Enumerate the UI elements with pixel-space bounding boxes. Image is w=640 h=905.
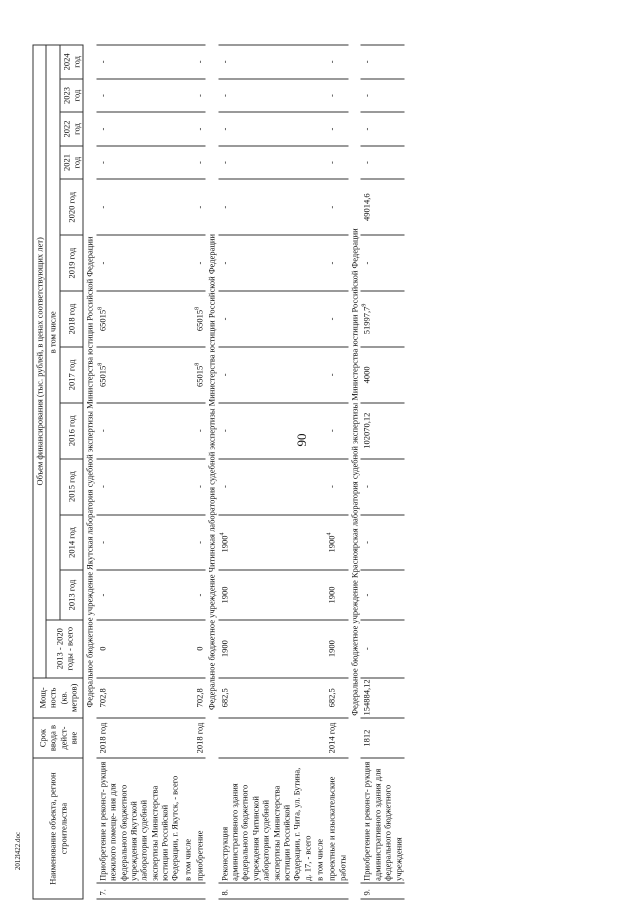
capacity <box>313 678 325 718</box>
year-value <box>313 459 325 515</box>
commission-term <box>218 718 313 758</box>
year-value <box>181 459 193 515</box>
year-value: - <box>218 146 313 180</box>
object-name: проектные и изыскательские работы <box>326 758 349 883</box>
year-value: - <box>326 45 349 79</box>
year-value <box>313 570 325 619</box>
year-value: - <box>326 112 349 146</box>
year-value <box>181 291 193 347</box>
header-funding: Объем финансирования (тыс. рублей, в ценах соответствующих лет) <box>33 45 46 678</box>
capacity: 702,8 <box>194 678 206 718</box>
year-value <box>313 45 325 79</box>
total-funding <box>181 620 193 678</box>
funding-table <box>33 45 405 900</box>
year-value: - <box>218 235 313 291</box>
header-capacity: Мощ- ность (кв. метров) <box>33 678 83 718</box>
header-year: 2020 год <box>60 179 84 235</box>
year-value: - <box>194 459 206 515</box>
table-row <box>326 45 349 899</box>
row-number: 9. <box>361 883 404 899</box>
object-name: в том числе <box>313 758 325 883</box>
header-term: Срок ввода в дейст- вие <box>33 718 83 758</box>
header-year: 2015 год <box>60 459 84 515</box>
header-year: 2024 год <box>60 45 84 79</box>
rotated-page <box>33 45 608 900</box>
year-value: - <box>218 112 313 146</box>
year-value <box>313 347 325 403</box>
year-value: 1900$^4$ <box>326 515 349 571</box>
year-value: - <box>194 570 206 619</box>
footnote-mark: 4 <box>219 532 226 536</box>
year-value <box>181 146 193 180</box>
footnote-mark: 8 <box>194 306 201 310</box>
year-value: - <box>96 146 181 180</box>
section-title: Федеральное бюджетное учреждение Якутская лаборатория судебной экспертизы Министерства юстиции Российской Федерации <box>84 236 95 708</box>
year-value: - <box>194 79 206 113</box>
year-value: - <box>218 79 313 113</box>
row-number <box>181 883 193 899</box>
year-value <box>313 179 325 235</box>
year-value <box>313 515 325 571</box>
year-value: - <box>96 459 181 515</box>
object-name: приобретение <box>194 758 206 883</box>
year-value <box>181 403 193 459</box>
year-value <box>181 112 193 146</box>
year-value: - <box>96 515 181 571</box>
year-value <box>313 235 325 291</box>
header-year: 2021 год <box>60 146 84 180</box>
total-funding: 0 <box>96 620 181 678</box>
commission-term: 2018 год <box>194 718 206 758</box>
footnote-mark: 4 <box>327 532 334 536</box>
year-value: 51997,7$^9$ <box>361 291 404 347</box>
year-value: - <box>194 515 206 571</box>
table-row <box>194 45 206 899</box>
year-value: - <box>326 79 349 113</box>
footnote-mark: 9 <box>362 303 369 307</box>
year-value <box>181 515 193 571</box>
year-value <box>313 79 325 113</box>
table-row <box>313 45 325 899</box>
header-in-that: в том числе <box>46 45 59 620</box>
year-value: 1900$^4$ <box>218 515 313 571</box>
footnote-mark: 8 <box>97 306 104 310</box>
footer-filename: 2012l422.doc <box>14 831 22 871</box>
object-name: Реконструкция административного здания федерального бюджетного учреждения Читинской лаборатории судебной экспертизы Министерства юстиции Российской Федерации, г. Чита, ул. Бутина, д. 17, - всего <box>218 758 313 883</box>
year-value: 65015$^8$ <box>96 347 181 403</box>
capacity <box>181 678 193 718</box>
row-number: 7. <box>96 883 181 899</box>
section-title-row <box>349 45 361 899</box>
year-value <box>313 146 325 180</box>
table-header <box>33 45 83 899</box>
year-value: - <box>194 112 206 146</box>
year-value: 65015$^8$ <box>96 291 181 347</box>
year-value: 1900 <box>326 570 349 619</box>
object-name: Приобретение и реконст- рукция административного здания для федерального бюджетного учреждения <box>361 758 404 883</box>
header-year: 2017 год <box>60 347 84 403</box>
year-value: - <box>218 291 313 347</box>
commission-term <box>181 718 193 758</box>
header-year: 2014 год <box>60 515 84 571</box>
header-year: 2018 год <box>60 291 84 347</box>
total-funding: - <box>361 620 404 678</box>
year-value: - <box>326 347 349 403</box>
section-title: Федеральное бюджетное учреждение Красноярская лаборатория судебной экспертизы Министерства юстиции Российской Федерации <box>349 228 360 716</box>
header-name: Наименование объекта, регион строительства <box>33 758 83 899</box>
year-value: 49014,6 <box>361 179 404 235</box>
year-value: - <box>194 146 206 180</box>
year-value: - <box>361 515 404 571</box>
year-value: - <box>194 235 206 291</box>
year-value: - <box>218 459 313 515</box>
year-value: - <box>96 79 181 113</box>
commission-term: 1812 <box>361 718 404 758</box>
table-row <box>361 45 404 899</box>
year-value: - <box>361 235 404 291</box>
year-value <box>181 45 193 79</box>
capacity: 154884,12 <box>361 678 404 718</box>
year-value: - <box>326 146 349 180</box>
capacity: 702,8 <box>96 678 181 718</box>
object-name: Приобретение и реконст- рукция нежилого помеще- ния для федерального бюджетного учреждения Якутской лаборатории судебной экспертизы Министерства юстиции Российской Федерации, г. Якутск, - всего <box>96 758 181 883</box>
footnote-mark: 8 <box>97 362 104 366</box>
year-value: - <box>194 403 206 459</box>
year-value: - <box>326 235 349 291</box>
year-value: - <box>361 112 404 146</box>
year-value <box>313 112 325 146</box>
year-value: 65015$^8$ <box>194 291 206 347</box>
header-year: 2023 год <box>60 79 84 113</box>
commission-term: 2018 год <box>96 718 181 758</box>
row-number <box>326 883 349 899</box>
year-value: 65015$^8$ <box>194 347 206 403</box>
header-year: 2022 год <box>60 112 84 146</box>
total-funding: 1900 <box>218 620 313 678</box>
year-value <box>181 179 193 235</box>
year-value <box>313 403 325 459</box>
year-value: - <box>194 45 206 79</box>
year-value: 102070,12 <box>361 403 404 459</box>
commission-term <box>313 718 325 758</box>
year-value: - <box>218 403 313 459</box>
header-year: 2013 год <box>60 570 84 619</box>
header-total: 2013 - 2020 годы - всего <box>46 620 83 678</box>
year-value: - <box>96 45 181 79</box>
year-value: - <box>218 347 313 403</box>
year-value <box>181 79 193 113</box>
year-value: 1900 <box>218 570 313 619</box>
total-funding: 0 <box>194 620 206 678</box>
year-value: - <box>96 235 181 291</box>
object-name: в том числе <box>181 758 193 883</box>
capacity: 682,5 <box>326 678 349 718</box>
year-value: - <box>218 45 313 79</box>
footnote-mark: 8 <box>194 362 201 366</box>
row-number: 8. <box>218 883 313 899</box>
year-value <box>181 235 193 291</box>
year-value: - <box>326 403 349 459</box>
header-year: 2019 год <box>60 235 84 291</box>
capacity: 682,5 <box>218 678 313 718</box>
section-title: Федеральное бюджетное учреждение Читинская лаборатория судебной экспертизы Министерства юстиции Российской Федерации <box>206 234 217 711</box>
year-value: - <box>326 459 349 515</box>
table-row <box>181 45 193 899</box>
year-value <box>181 347 193 403</box>
year-value: - <box>361 45 404 79</box>
year-value: - <box>218 179 313 235</box>
year-value: - <box>361 146 404 180</box>
row-number <box>194 883 206 899</box>
year-value <box>313 291 325 347</box>
total-funding: 1900 <box>326 620 349 678</box>
year-value: - <box>96 403 181 459</box>
year-value: - <box>96 112 181 146</box>
table-row <box>96 45 181 899</box>
year-value: 4000 <box>361 347 404 403</box>
header-year: 2016 год <box>60 403 84 459</box>
year-value: - <box>326 291 349 347</box>
year-value: - <box>361 570 404 619</box>
page-number: 90 <box>294 433 309 447</box>
commission-term: 2014 год <box>326 718 349 758</box>
year-value: - <box>96 179 181 235</box>
table-row <box>218 45 313 899</box>
year-value: - <box>326 179 349 235</box>
table-body <box>83 45 404 899</box>
section-title-row <box>83 45 96 899</box>
year-value <box>181 570 193 619</box>
year-value: - <box>194 179 206 235</box>
year-value: - <box>361 459 404 515</box>
section-title-row <box>206 45 218 899</box>
total-funding <box>313 620 325 678</box>
row-number <box>313 883 325 899</box>
year-value: - <box>361 79 404 113</box>
year-value: - <box>96 570 181 619</box>
